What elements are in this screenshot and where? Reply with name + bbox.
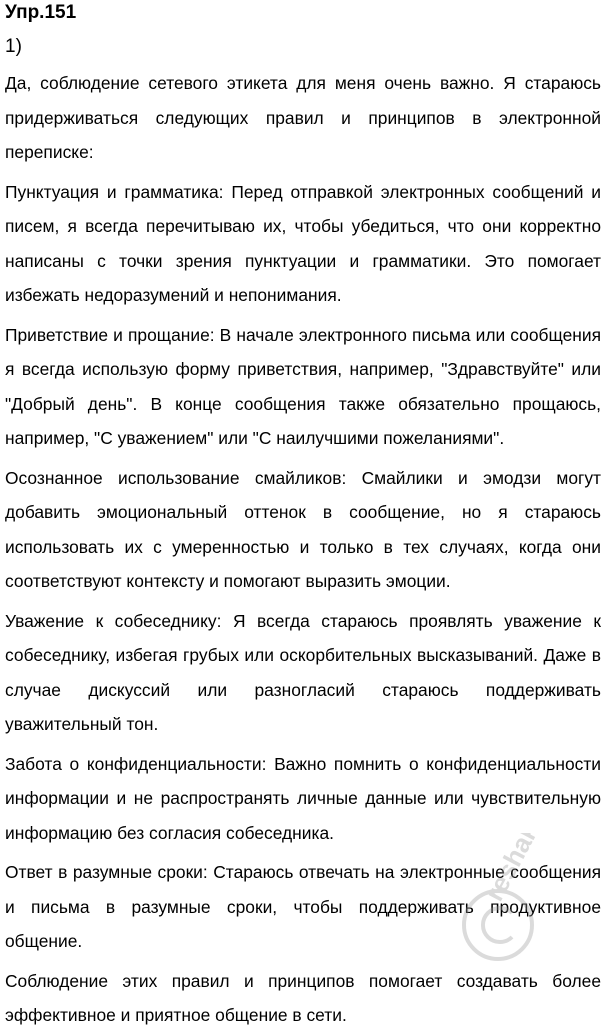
paragraph-intro: Да, соблюдение сетевого этикета для меня очень важно. Я стараюсь придерживаться следующих правил и принципов в электронной переписке: — [5, 73, 601, 162]
paragraph-punctuation: Пунктуация и грамматика: Перед отправкой электронных сообщений и писем, я всегда перечитываю их, чтобы убедиться, что они корректно написаны с точки зрения пунктуации и грамматики. Это помогает избежать недоразумений и непонимания. — [5, 181, 601, 305]
paragraph-emoji: Осознанное использование смайликов: Смайлики и эмодзи могут добавить эмоциональный оттенок в сообщение, но я стараюсь использовать их с умеренностью и только в тех случаях, когда они соответствуют контексту и помогают выразить эмоции. — [5, 467, 601, 591]
paragraph-respect: Уважение к собеседнику: Я всегда стараюсь проявлять уважение к собеседнику, избегая грубых или оскорбительных высказываний. Даже в случае дискуссий или разногласий стараюсь поддерживать уважительный тон. — [5, 610, 601, 734]
paragraph-greeting: Приветствие и прощание: В начале электронного письма или сообщения я всегда использую форму приветствия, например, "Здравствуйте" или "Добрый день". В конце сообщения также обязательно прощаюсь, например, "С уважением" или "С наилучшими пожеланиями". — [5, 324, 601, 448]
paragraph-timely-reply: Ответ в разумные сроки: Стараюсь отвечать на электронные сообщения и письма в разумные сроки, чтобы поддерживать продуктивное общение. — [5, 862, 601, 951]
watermark-text: reshak.ru — [478, 833, 561, 906]
paragraph-conclusion: Соблюдение этих правил и принципов помогает создавать более эффективное и приятное общение в сети. — [5, 970, 601, 1025]
exercise-title: Упр.151 — [5, 2, 77, 23]
paragraph-privacy: Забота о конфиденциальности: Важно помнить о конфиденциальности информации и не распространять личные данные или чувствительную информацию без согласия собеседника. — [5, 753, 601, 843]
part-label: 1) — [5, 36, 22, 57]
